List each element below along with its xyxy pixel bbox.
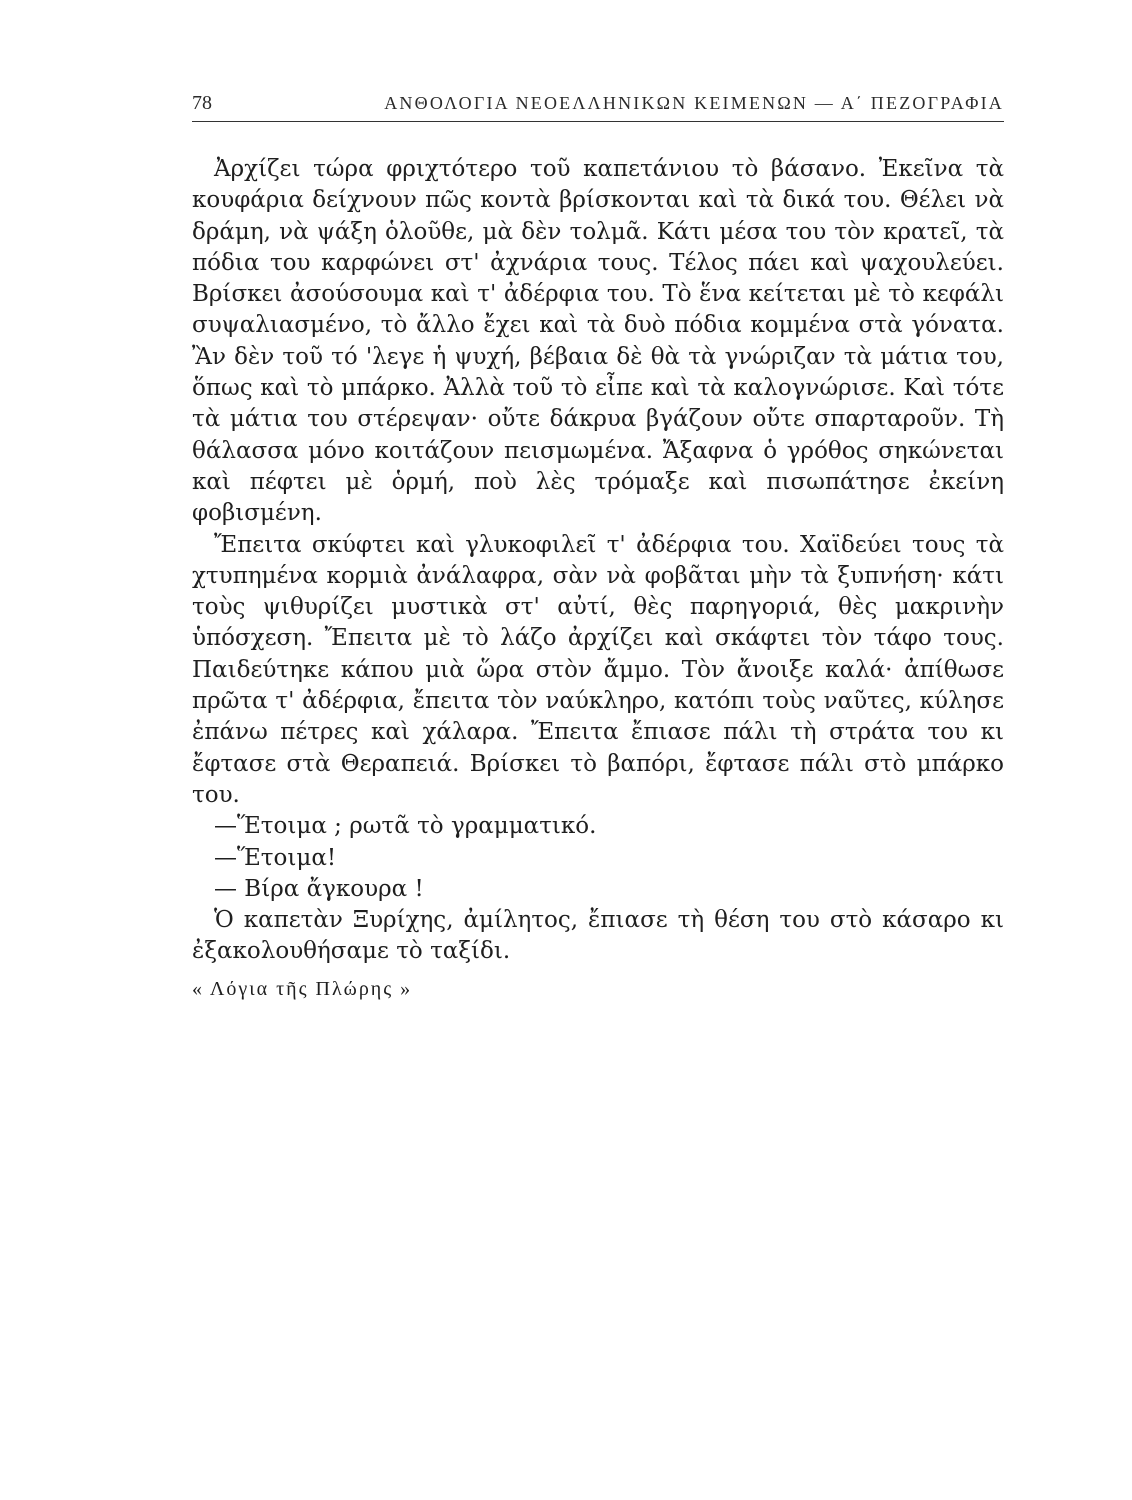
dialogue-line-2: —Ἕτοιμα!	[214, 844, 337, 871]
paragraph-2: Ἔπειτα σκύφτει καὶ γλυκοφιλεῖ τ' ἀδέρφια του. Χαϊδεύει τους τὰ χτυπημένα κορμιὰ ἀνάλαφρα, σὰν νὰ φοβᾶται μὴν τὰ ξυπνήση· κάτι τοὺς ψιθυρίζει μυστικὰ στ' αὐτί, θὲς παρηγοριά, θὲς μακρινὴν ὑπόσχεση. Ἔπειτα μὲ τὸ λάζο ἀρχίζει καὶ σκάφτει τὸν τάφο τους. Παιδεύτηκε κάπου μιὰ ὥρα στὸν ἄμμο. Τὸν ἄνοιξε καλά· ἀπίθωσε πρῶτα τ' ἀδέρφια, ἔπειτα τὸν ναύκληρο, κατόπι τοὺς ναῦτες, κύλησε ἐπάνω πέτρες καὶ χάλαρα. Ἔπειτα ἔπιασε πάλι τὴ στράτα του κι ἔφτασε στὰ Θεραπειά. Βρίσκει τὸ βαπόρι, ἔφτασε πάλι στὸ μπάρκο του.	[192, 531, 1004, 808]
closing-paragraph: Ὁ καπετὰν Ξυρίχης, ἀμίλητος, ἔπιασε τὴ θέση του στὸ κάσαρο κι ἐξακολουθήσαμε τὸ ταξίδι.	[192, 907, 1004, 965]
dialogue-line-3: — Βίρα ἄγκουρα !	[214, 875, 424, 902]
running-header-title: ΑΝΘΟΛΟΓΙΑ ΝΕΟΕΛΛΗΝΙΚΩΝ ΚΕΙΜΕΝΩΝ — Α΄ ΠΕΖΟΓΡΑΦΙΑ	[384, 93, 1004, 113]
running-header	[192, 92, 1004, 122]
source-citation: « Λόγια τῆς Πλώρης »	[192, 977, 413, 1000]
paragraph-1: Ἀρχίζει τώρα φριχτότερο τοῦ καπετάνιου τὸ βάσανο. Ἐκεῖνα τὰ κουφάρια δείχνουν πῶς κοντὰ βρίσκονται καὶ τὰ δικά του. Θέλει νὰ δράμη, νὰ ψάξη ὁλοῦθε, μὰ δὲν τολμᾶ. Κάτι μέσα του τὸν κρατεῖ, τὰ πόδια του καρφώνει στ' ἀχνάρια τους. Τέλος πάει καὶ ψαχουλεύει. Βρίσκει ἀσούσουμα καὶ τ' ἀδέρφια του. Τὸ ἕνα κείτεται μὲ τὸ κεφάλι συψαλιασμένο, τὸ ἄλλο ἔχει καὶ τὰ δυὸ πόδια κομμένα στὰ γόνατα. Ἂν δὲν τοῦ τό 'λεγε ἡ ψυχή, βέβαια δὲ θὰ τὰ γνώριζαν τὰ μάτια του, ὅπως καὶ τὸ μπάρκο. Ἀλλὰ τοῦ τὸ εἶπε καὶ τὰ καλογνώρισε. Καὶ τότε τὰ μάτια του στέρεψαν· οὔτε δάκρυα βγάζουν οὔτε σπαρταροῦν. Τὴ θάλασσα μόνο κοιτάζουν πεισμωμένα. Ἄξαφνα ὁ γρόθος σηκώνεται καὶ πέφτει μὲ ὁρμή, ποὺ λὲς τρόμαξε καὶ πισωπάτησε ἐκείνη φοβισμένη.	[192, 156, 1004, 527]
page-body	[192, 154, 1004, 1005]
page-number: 78	[192, 92, 212, 114]
dialogue-line-1: —Ἕτοιμα ; ρωτᾶ τὸ γραμματικό.	[214, 813, 597, 840]
